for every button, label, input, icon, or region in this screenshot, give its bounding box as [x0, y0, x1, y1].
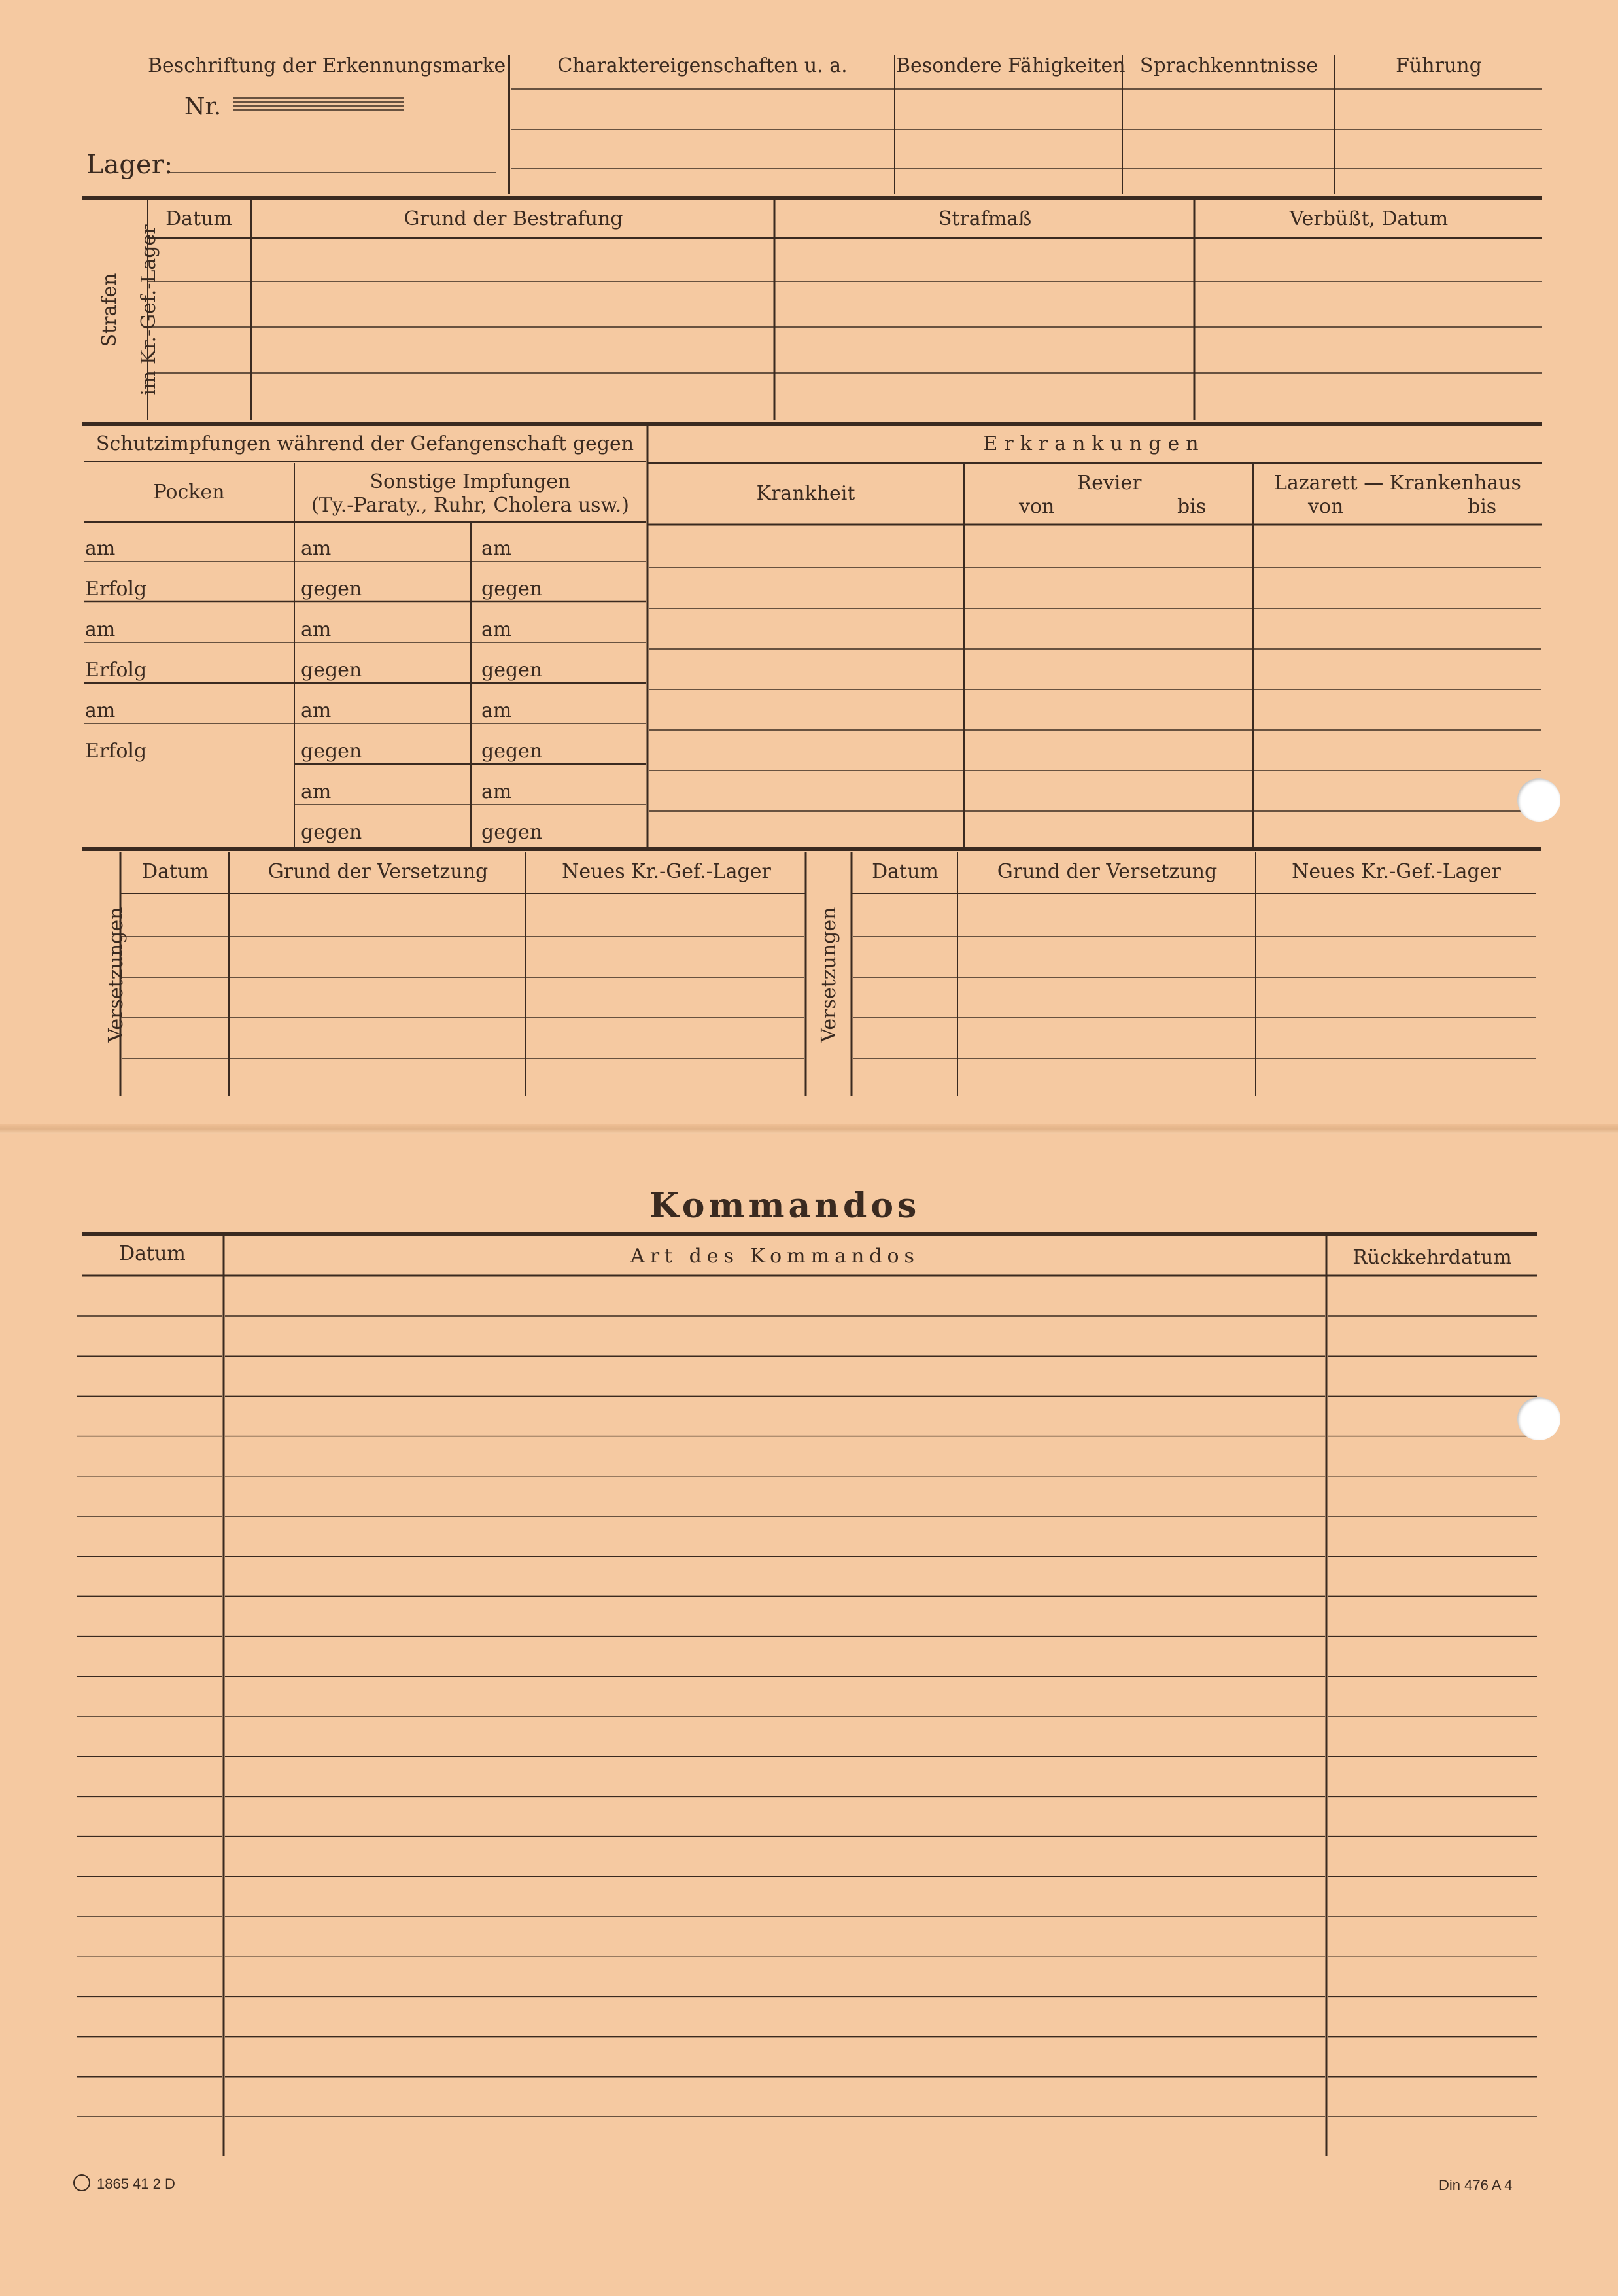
sonst2-gegen-1: gegen [481, 578, 543, 600]
lager-label: Lager: [86, 150, 173, 180]
sonst2-gegen-3: gegen [481, 740, 543, 763]
sonst1-gegen-4: gegen [301, 821, 362, 844]
kommandos-col-art: Art des Kommandos [630, 1245, 920, 1268]
vers-right-grund: Grund der Versetzung [997, 860, 1218, 883]
versetzungen-side-label-right: Versetzungen [818, 907, 840, 1043]
vers-left-grund: Grund der Versetzung [267, 860, 489, 883]
nr-label: Nr. [184, 94, 222, 120]
sonst2-am-1: am [481, 537, 512, 560]
pocken-am-1: am [85, 537, 116, 560]
col-faehigkeiten: Besondere Fähigkeiten [896, 54, 1126, 77]
kommandos-col-datum: Datum [119, 1242, 186, 1265]
sonst1-am-3: am [301, 699, 332, 722]
din-label: Din 476 A 4 [1439, 2177, 1513, 2193]
revier-bis: bis [1177, 495, 1207, 518]
strafen-col-strafmass: Strafmaß [938, 207, 1032, 230]
print-code: 1865 41 2 D [97, 2176, 175, 2192]
erkennungsmarke-label: Beschriftung der Erkennungsmarke [148, 54, 506, 77]
strafen-col-datum: Datum [165, 207, 232, 230]
sonst1-am-1: am [301, 537, 332, 560]
kommandos-col-rueckkehr: Rückkehrdatum [1352, 1246, 1512, 1269]
impfungen-title: Schutzimpfungen während der Gefangenschaft gegen [95, 432, 634, 455]
pocken-am-3: am [85, 699, 116, 722]
col-sprachkenntnisse: Sprachkenntnisse [1139, 54, 1318, 77]
revier-von: von [1019, 495, 1055, 518]
lazarett-von: von [1308, 495, 1344, 518]
lazarett-header: Lazarett — Krankenhaus [1274, 472, 1521, 495]
sonst1-am-2: am [301, 618, 332, 641]
punch-hole-upper [1517, 778, 1560, 822]
vers-left-lager: Neues Kr.-Gef.-Lager [562, 860, 771, 883]
sonst2-am-4: am [481, 780, 512, 803]
pocken-erfolg-1: Erfolg [85, 578, 147, 600]
vers-right-lager: Neues Kr.-Gef.-Lager [1292, 860, 1501, 883]
krankheit-header: Krankheit [756, 482, 855, 505]
sonstige-header-1: Sonstige Impfungen [370, 470, 571, 493]
pocken-am-2: am [85, 618, 116, 641]
strafen-side-label-1: Strafen [98, 273, 121, 347]
sonst1-gegen-1: gegen [301, 578, 362, 600]
sonst2-am-3: am [481, 699, 512, 722]
sonstige-header-2: (Ty.-Paraty., Ruhr, Cholera usw.) [311, 494, 629, 517]
sonst2-gegen-2: gegen [481, 659, 543, 682]
sonst1-gegen-3: gegen [301, 740, 362, 763]
sonst2-gegen-4: gegen [481, 821, 543, 844]
versetzungen-side-label-left: Versetzungen [105, 907, 128, 1043]
col-charakter: Charaktereigenschaften u. a. [557, 54, 848, 77]
vers-left-datum: Datum [142, 860, 209, 883]
erkrankungen-title: Erkrankungen [983, 432, 1205, 455]
punch-hole-lower [1517, 1397, 1560, 1440]
col-fuehrung: Führung [1396, 54, 1482, 77]
strafen-col-verbuesst: Verbüßt, Datum [1289, 207, 1449, 230]
sonst1-am-4: am [301, 780, 332, 803]
sonst2-am-2: am [481, 618, 512, 641]
pocken-header: Pocken [153, 481, 225, 504]
revier-header: Revier [1076, 472, 1142, 495]
pocken-erfolg-2: Erfolg [85, 659, 147, 682]
sonst1-gegen-2: gegen [301, 659, 362, 682]
printer-mark-icon [73, 2174, 90, 2191]
pocken-erfolg-3: Erfolg [85, 740, 147, 763]
kommandos-title: Kommandos [649, 1186, 921, 1226]
strafen-side-label-2: im Kr.-Gef.-Lager [137, 224, 160, 396]
lazarett-bis: bis [1468, 495, 1497, 518]
fold-crease [0, 1124, 1618, 1134]
vers-right-datum: Datum [872, 860, 938, 883]
strafen-col-grund: Grund der Bestrafung [404, 207, 623, 230]
